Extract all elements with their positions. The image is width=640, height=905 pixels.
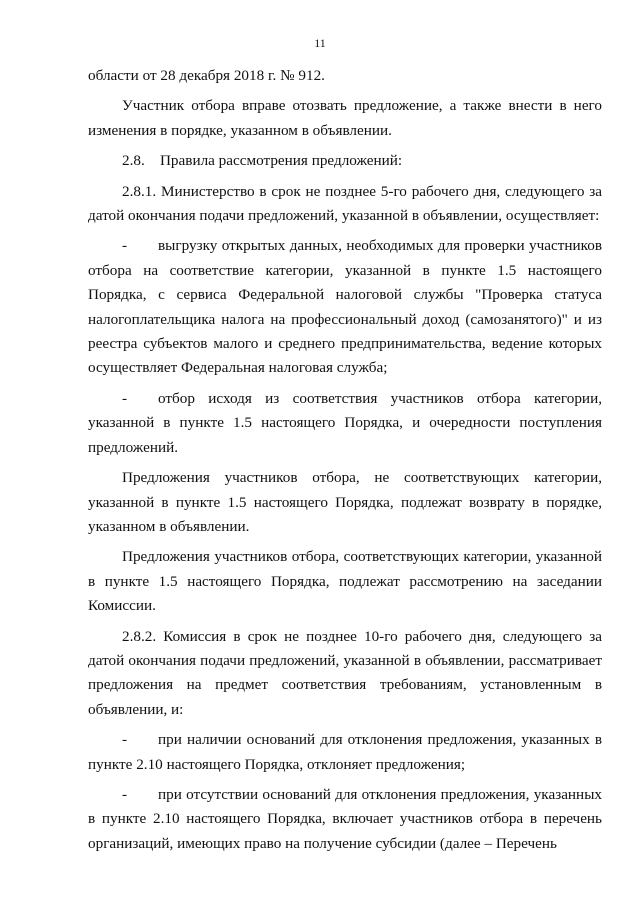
- dash-marker: -: [122, 785, 128, 803]
- list-item-text: отбор исходя из соответствия участников отбора категории, указанной в пункте 1.5 настоящего Порядка, и очередности поступления предложений.: [88, 389, 602, 456]
- paragraph: 2.8.2. Комиссия в срок не позднее 10-го рабочего дня, следующего за датой окончания подачи предложений, указанной в объявлении, рассматривает предложения на предмет соответствия требованиям, установленным в объявлении, и:: [88, 627, 602, 718]
- list-item: [88, 234, 602, 380]
- paragraph: Предложения участников отбора, соответствующих категории, указанной в пункте 1.5 настоящего Порядка, подлежат рассмотрению на заседании Комиссии.: [88, 548, 602, 615]
- dash-marker: -: [122, 237, 128, 255]
- list-item-text: при наличии оснований для отклонения предложения, указанных в пункте 2.10 настоящего Порядка, отклоняет предложения;: [88, 731, 602, 773]
- paragraph: Участник отбора вправе отозвать предложение, а также внести в него изменения в порядке, указанном в объявлении.: [88, 97, 602, 139]
- section-heading: 2.8. Правила рассмотрения предложений:: [122, 152, 403, 170]
- list-item: [88, 728, 602, 777]
- dash-marker: -: [122, 389, 128, 407]
- list-item: [88, 783, 602, 856]
- list-item-text: выгрузку открытых данных, необходимых для проверки участников отбора на соответствие категории, указанной в пункте 1.5 настоящего Порядка, с сервиса Федеральной налоговой службы "Проверка статуса налогоплательщика налога на профессиональный доход (самозанятого)" и из реестра субъектов малого и среднего предпринимательства, ведение которых осуществляет Федеральная налоговая служба;: [88, 237, 602, 377]
- dash-marker: -: [122, 731, 128, 749]
- list-item-text: при отсутствии оснований для отклонения предложения, указанных в пункте 2.10 настоящего Порядка, включает участников отбора в перечень организаций, имеющих право на получение субсидии (далее – Перечень: [88, 785, 602, 852]
- paragraph: 2.8.1. Министерство в срок не позднее 5-го рабочего дня, следующего за датой окончания подачи предложений, указанной в объявлении, осуществляет:: [88, 182, 602, 225]
- page-number: 11: [314, 36, 326, 50]
- document-body: [88, 64, 602, 856]
- paragraph: Предложения участников отбора, не соответствующих категории, указанной в пункте 1.5 настоящего Порядка, подлежат возврату в порядке, указанном в объявлении.: [88, 469, 602, 535]
- list-item: [88, 387, 602, 460]
- paragraph: области от 28 декабря 2018 г. № 912.: [88, 67, 325, 84]
